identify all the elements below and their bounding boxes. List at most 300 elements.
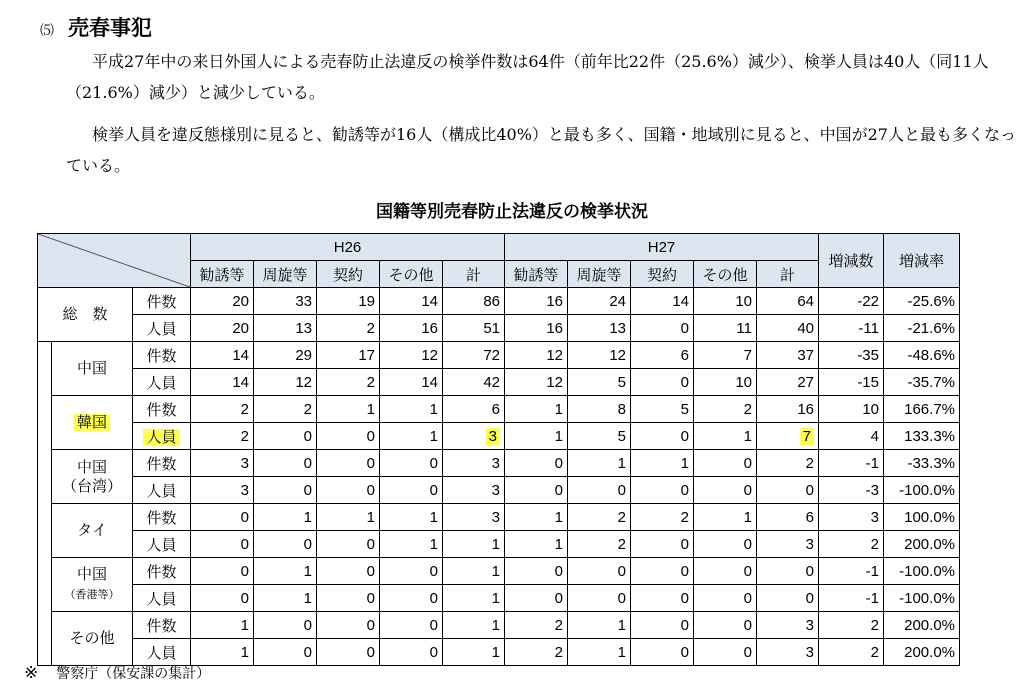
cell-value: 6	[491, 400, 500, 418]
data-cell	[694, 315, 757, 342]
cell-value: 100.0%	[904, 508, 955, 526]
cell-value: 2	[366, 319, 375, 337]
indent-cell	[38, 504, 52, 558]
data-cell	[443, 585, 505, 612]
cell-value: 0	[743, 589, 752, 607]
cell-value: 0	[743, 616, 752, 634]
cell-value: 1	[743, 427, 752, 445]
cell-value: 0	[680, 427, 689, 445]
data-cell	[191, 477, 254, 504]
data-cell	[317, 558, 380, 585]
data-cell	[317, 396, 380, 423]
data-cell	[505, 639, 568, 666]
data-cell	[317, 531, 380, 558]
header-change-rate: 増減率	[884, 234, 960, 288]
cell-value: 200.0%	[904, 616, 955, 634]
data-cell	[443, 504, 505, 531]
cell-value: 0	[429, 643, 438, 661]
data-cell	[819, 558, 884, 585]
subheader-cell: 契約	[631, 261, 694, 288]
table-row	[38, 450, 960, 477]
cell-value: 0	[680, 562, 689, 580]
cell-value: 16	[546, 319, 563, 337]
data-cell	[568, 288, 631, 315]
data-cell	[884, 504, 960, 531]
section-number: ⑸	[40, 23, 54, 39]
cell-value: 0	[680, 643, 689, 661]
data-cell	[505, 369, 568, 396]
row-group-label	[52, 396, 133, 450]
cell-value: 0	[680, 481, 689, 499]
row-type-text: 件数	[146, 509, 177, 527]
data-cell	[380, 477, 443, 504]
data-cell	[254, 450, 317, 477]
cell-value: -15	[857, 373, 879, 391]
table-row	[38, 423, 960, 450]
data-cell	[757, 423, 819, 450]
data-cell	[254, 315, 317, 342]
data-cell	[443, 288, 505, 315]
row-type-text: 人員	[146, 374, 177, 392]
data-cell	[317, 342, 380, 369]
cell-value: 2	[805, 454, 814, 472]
cell-value: 0	[617, 589, 626, 607]
cell-value: -35.7%	[907, 373, 955, 391]
data-cell	[380, 369, 443, 396]
data-cell	[191, 315, 254, 342]
cell-value: 1	[429, 535, 438, 553]
cell-value: 3	[805, 616, 814, 634]
cell-value: 14	[232, 373, 249, 391]
data-cell	[443, 612, 505, 639]
data-cell	[694, 612, 757, 639]
cell-value: 1	[429, 508, 438, 526]
row-type-text: 件数	[146, 401, 177, 419]
data-cell	[380, 558, 443, 585]
row-type-label	[133, 477, 191, 504]
cell-value: 0	[303, 616, 312, 634]
cell-value: 133.3%	[904, 427, 955, 445]
cell-value: 0	[303, 643, 312, 661]
header-year-2: H27	[505, 234, 819, 261]
data-cell	[568, 450, 631, 477]
cell-value: 1	[303, 508, 312, 526]
row-type-label	[133, 288, 191, 315]
cell-value: 2	[617, 508, 626, 526]
section-title: 売春事犯	[68, 16, 152, 40]
data-cell	[254, 369, 317, 396]
cell-value: 0	[554, 481, 563, 499]
data-cell	[505, 342, 568, 369]
data-cell	[631, 558, 694, 585]
data-cell	[380, 585, 443, 612]
cell-value: 0	[303, 427, 312, 445]
row-type-text: 人員	[146, 482, 177, 500]
data-cell	[568, 396, 631, 423]
cell-value: 0	[240, 589, 249, 607]
row-type-label	[133, 504, 191, 531]
cell-value: 10	[735, 292, 752, 310]
data-cell	[819, 450, 884, 477]
cell-value: 0	[366, 643, 375, 661]
cell-value: 0	[366, 481, 375, 499]
cell-value: -100.0%	[899, 481, 955, 499]
reference-mark: ※	[24, 663, 39, 683]
cell-value: 1	[429, 427, 438, 445]
paragraph-2: 検挙人員を違反態様別に見ると、勧誘等が16人（構成比40%）と最も多く、国籍・地域別に見ると、中国が27人と最も多くなっている。	[66, 125, 1016, 175]
data-cell	[884, 585, 960, 612]
data-cell	[694, 450, 757, 477]
data-cell	[254, 558, 317, 585]
cell-value: 1	[366, 508, 375, 526]
row-group-label: 総 数	[38, 288, 133, 342]
cell-value: 1	[491, 589, 500, 607]
cell-value: -100.0%	[899, 589, 955, 607]
data-cell	[317, 369, 380, 396]
data-cell	[443, 450, 505, 477]
subheader-cell: 勧誘等	[191, 261, 254, 288]
subheader-cell: 契約	[317, 261, 380, 288]
data-cell	[380, 396, 443, 423]
cell-value: 0	[303, 454, 312, 472]
table-row	[38, 288, 960, 315]
data-cell	[819, 342, 884, 369]
table-row	[38, 639, 960, 666]
data-cell	[757, 342, 819, 369]
cell-value: 7	[800, 428, 814, 445]
data-cell	[568, 531, 631, 558]
cell-value: 1	[554, 400, 563, 418]
group-name: 中国	[76, 360, 107, 377]
data-cell	[631, 369, 694, 396]
data-cell	[694, 288, 757, 315]
row-type-text: 人員	[146, 644, 177, 662]
cell-value: 0	[617, 562, 626, 580]
data-cell	[443, 477, 505, 504]
table-row	[38, 315, 960, 342]
group-name: タイ	[77, 522, 107, 539]
data-cell	[254, 396, 317, 423]
cell-value: 3	[491, 454, 500, 472]
cell-value: 5	[617, 373, 626, 391]
cell-value: 13	[295, 319, 312, 337]
subheader-cell: その他	[694, 261, 757, 288]
row-group-label	[52, 612, 133, 666]
statistics-table	[37, 233, 960, 666]
row-type-text: 件数	[146, 455, 177, 473]
data-cell	[191, 423, 254, 450]
row-group-label	[52, 504, 133, 558]
cell-value: 1	[303, 562, 312, 580]
cell-value: 20	[232, 319, 249, 337]
cell-value: -1	[865, 562, 879, 580]
data-cell	[568, 369, 631, 396]
cell-value: 51	[483, 319, 500, 337]
cell-value: 2	[366, 373, 375, 391]
cell-value: 200.0%	[904, 643, 955, 661]
cell-value: 1	[429, 400, 438, 418]
data-cell	[819, 531, 884, 558]
subheader-cell: その他	[380, 261, 443, 288]
data-cell	[884, 477, 960, 504]
cell-value: 0	[680, 589, 689, 607]
cell-value: 1	[680, 454, 689, 472]
data-cell	[505, 504, 568, 531]
cell-value: 2	[554, 643, 563, 661]
data-cell	[191, 450, 254, 477]
cell-value: 1	[554, 508, 563, 526]
cell-value: 0	[366, 616, 375, 634]
cell-value: 11	[736, 319, 752, 337]
data-cell	[443, 315, 505, 342]
row-type-label	[133, 639, 191, 666]
cell-value: 64	[797, 292, 814, 310]
data-cell	[884, 288, 960, 315]
data-cell	[694, 531, 757, 558]
data-cell	[568, 585, 631, 612]
cell-value: 42	[483, 373, 500, 391]
data-cell	[631, 423, 694, 450]
data-cell	[254, 504, 317, 531]
cell-value: -48.6%	[907, 346, 955, 364]
cell-value: 3	[491, 508, 500, 526]
data-cell	[505, 396, 568, 423]
header-year-1: H26	[191, 234, 505, 261]
cell-value: -100.0%	[899, 562, 955, 580]
data-cell	[443, 369, 505, 396]
cell-value: 0	[743, 481, 752, 499]
data-cell	[380, 504, 443, 531]
data-cell	[819, 369, 884, 396]
data-cell	[631, 315, 694, 342]
cell-value: 1	[240, 643, 249, 661]
cell-value: 8	[617, 400, 626, 418]
cell-value: 1	[554, 427, 563, 445]
cell-value: 0	[554, 454, 563, 472]
row-type-label	[133, 396, 191, 423]
cell-value: 1	[617, 643, 626, 661]
data-cell	[254, 288, 317, 315]
cell-value: 0	[429, 616, 438, 634]
data-cell	[505, 450, 568, 477]
cell-value: -33.3%	[907, 454, 955, 472]
cell-value: 1	[491, 616, 500, 634]
data-cell	[317, 423, 380, 450]
data-cell	[568, 342, 631, 369]
data-cell	[757, 450, 819, 477]
data-cell	[757, 612, 819, 639]
data-cell	[380, 450, 443, 477]
data-cell	[757, 477, 819, 504]
source-note	[24, 663, 210, 683]
data-cell	[631, 342, 694, 369]
row-type-label	[133, 315, 191, 342]
subheader-cell: 周旋等	[254, 261, 317, 288]
cell-value: 2	[870, 535, 879, 553]
cell-value: 0	[429, 481, 438, 499]
data-cell	[380, 639, 443, 666]
data-cell	[757, 585, 819, 612]
corner-diagonal-line	[38, 234, 190, 287]
data-cell	[254, 531, 317, 558]
data-cell	[819, 288, 884, 315]
group-name: その他	[69, 630, 115, 647]
row-type-label	[133, 450, 191, 477]
data-cell	[757, 288, 819, 315]
cell-value: 3	[240, 481, 249, 499]
cell-value: 86	[483, 292, 500, 310]
data-cell	[884, 342, 960, 369]
subheader-cell: 計	[757, 261, 819, 288]
data-cell	[380, 342, 443, 369]
cell-value: 0	[743, 643, 752, 661]
cell-value: 72	[483, 346, 500, 364]
row-type-text: 人員	[146, 590, 177, 608]
data-cell	[757, 531, 819, 558]
data-cell	[819, 423, 884, 450]
data-cell	[631, 504, 694, 531]
data-cell	[631, 531, 694, 558]
table-row	[38, 504, 960, 531]
cell-value: 0	[743, 454, 752, 472]
data-cell	[380, 612, 443, 639]
cell-value: 20	[232, 292, 249, 310]
cell-value: 0	[366, 454, 375, 472]
cell-value: 0	[429, 454, 438, 472]
data-cell	[819, 612, 884, 639]
cell-value: 6	[805, 508, 814, 526]
row-type-label	[133, 612, 191, 639]
data-cell	[694, 423, 757, 450]
cell-value: 0	[429, 589, 438, 607]
cell-value: -11	[858, 319, 879, 337]
row-type-label	[133, 369, 191, 396]
data-cell	[884, 558, 960, 585]
group-name: 中国	[76, 458, 107, 476]
cell-value: 0	[805, 589, 814, 607]
data-cell	[254, 342, 317, 369]
group-subname: （台湾）	[61, 477, 122, 495]
data-cell	[317, 450, 380, 477]
table-row	[38, 612, 960, 639]
cell-value: 14	[421, 292, 438, 310]
cell-value: 0	[240, 535, 249, 553]
header-change-count: 増減数	[819, 234, 884, 288]
subheader-cell: 計	[443, 261, 505, 288]
row-type-label	[133, 558, 191, 585]
cell-value: 1	[240, 616, 249, 634]
data-cell	[443, 558, 505, 585]
cell-value: 1	[491, 535, 500, 553]
cell-value: 6	[680, 346, 689, 364]
row-type-text: 件数	[146, 563, 177, 581]
data-cell	[568, 315, 631, 342]
cell-value: 0	[240, 508, 249, 526]
cell-value: 1	[617, 616, 626, 634]
data-cell	[505, 477, 568, 504]
cell-value: 29	[295, 346, 312, 364]
data-cell	[757, 315, 819, 342]
data-cell	[694, 558, 757, 585]
group-name: 中国	[76, 565, 107, 583]
data-cell	[884, 639, 960, 666]
data-cell	[191, 369, 254, 396]
cell-value: -1	[865, 589, 879, 607]
data-cell	[819, 585, 884, 612]
cell-value: 3	[870, 508, 879, 526]
indent-cell	[38, 558, 52, 612]
data-cell	[884, 396, 960, 423]
table-row	[38, 342, 960, 369]
cell-value: 0	[805, 562, 814, 580]
data-cell	[317, 315, 380, 342]
table-row	[38, 558, 960, 585]
cell-value: 2	[617, 535, 626, 553]
data-cell	[254, 612, 317, 639]
data-cell	[694, 639, 757, 666]
cell-value: 0	[743, 535, 752, 553]
cell-value: -3	[865, 481, 879, 499]
data-cell	[631, 396, 694, 423]
subheader-cell: 周旋等	[568, 261, 631, 288]
row-type-label	[133, 423, 191, 450]
cell-value: 0	[240, 562, 249, 580]
cell-value: 2	[303, 400, 312, 418]
data-cell	[884, 423, 960, 450]
cell-value: 14	[232, 346, 249, 364]
cell-value: 0	[554, 562, 563, 580]
data-cell	[631, 639, 694, 666]
data-cell	[884, 612, 960, 639]
cell-value: 2	[743, 400, 752, 418]
data-cell	[884, 531, 960, 558]
data-cell	[254, 423, 317, 450]
row-group-label	[52, 450, 133, 504]
data-cell	[757, 369, 819, 396]
cell-value: 13	[609, 319, 626, 337]
subheader-cell: 勧誘等	[505, 261, 568, 288]
data-cell	[568, 504, 631, 531]
data-cell	[631, 288, 694, 315]
data-cell	[505, 558, 568, 585]
cell-value: 0	[366, 535, 375, 553]
cell-value: 3	[491, 481, 500, 499]
indent-cell	[38, 450, 52, 504]
table-title: 国籍等別売春防止法違反の検挙状況	[376, 202, 648, 222]
source-text: 警察庁（保安課の集計）	[56, 666, 211, 682]
cell-value: 12	[421, 346, 438, 364]
row-type-label	[133, 585, 191, 612]
data-cell	[568, 477, 631, 504]
table-row	[38, 531, 960, 558]
cell-value: 2	[870, 616, 879, 634]
cell-value: 12	[546, 373, 563, 391]
cell-value: 10	[862, 400, 879, 418]
row-type-label	[133, 342, 191, 369]
cell-value: 1	[617, 454, 626, 472]
data-cell	[191, 531, 254, 558]
cell-value: 200.0%	[904, 535, 955, 553]
cell-value: 1	[491, 643, 500, 661]
data-cell	[505, 423, 568, 450]
cell-value: 0	[743, 562, 752, 580]
cell-value: 16	[546, 292, 563, 310]
row-type-label	[133, 531, 191, 558]
cell-value: 1	[303, 589, 312, 607]
data-cell	[819, 477, 884, 504]
data-cell	[317, 288, 380, 315]
data-cell	[505, 288, 568, 315]
